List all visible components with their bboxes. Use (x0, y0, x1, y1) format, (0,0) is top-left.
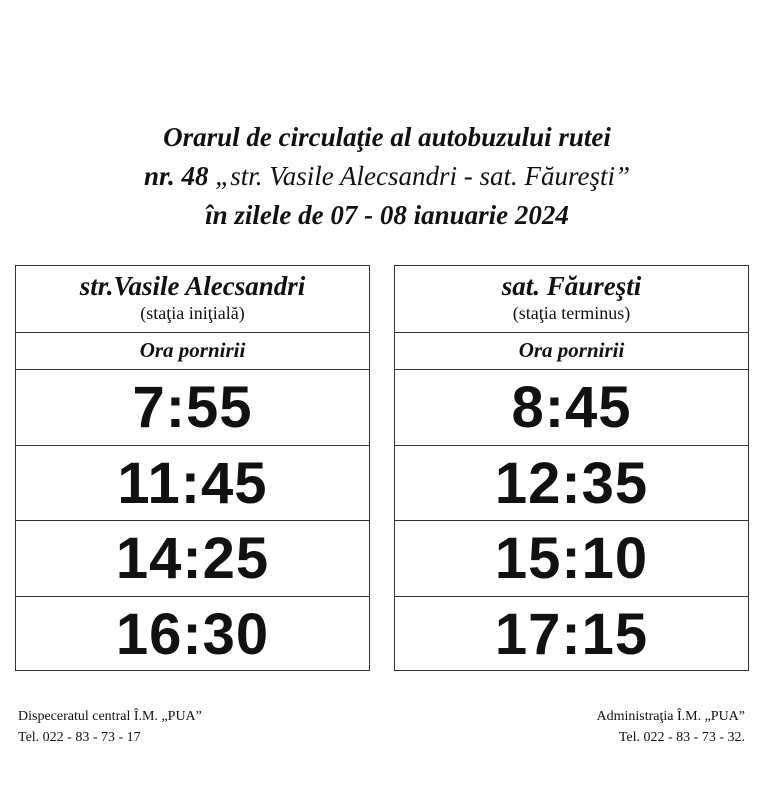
dispatcher-org: Dispeceratul central Î.M. „PUA” (18, 709, 202, 724)
dispatcher-phone: Tel. 022 - 83 - 73 - 17 (18, 730, 141, 745)
departures-table-initial-station (15, 265, 370, 671)
title-line-3-dates: în zilele de 07 - 08 ianuarie 2024 (205, 200, 569, 230)
station-name: sat. Făureşti (501, 271, 642, 301)
departure-label: Ora pornirii (16, 333, 369, 370)
station-name: str.Vasile Alecsandri (79, 271, 306, 301)
footer-dispatcher-contact (18, 706, 202, 748)
departure-time: 12:35 (395, 446, 748, 522)
schedule-title (0, 118, 774, 235)
departure-time: 7:55 (16, 370, 369, 446)
station-header (395, 266, 748, 333)
departure-time: 8:45 (395, 370, 748, 446)
departure-time: 15:10 (395, 521, 748, 597)
station-header (16, 266, 369, 333)
administration-org: Administraţia Î.M. „PUA” (596, 709, 745, 724)
departure-time: 11:45 (16, 446, 369, 522)
departure-label: Ora pornirii (395, 333, 748, 370)
departures-table-terminus-station (394, 265, 749, 671)
footer-administration-contact (596, 706, 745, 748)
departure-time: 17:15 (494, 601, 649, 667)
administration-phone: Tel. 022 - 83 - 73 - 32. (618, 730, 745, 745)
title-line-1: Orarul de circulaţie al autobuzului rutei (163, 122, 611, 152)
title-line-2 (0, 157, 774, 196)
station-type: (staţia iniţială) (140, 303, 245, 323)
route-name: „str. Vasile Alecsandri - sat. Făureşti” (208, 161, 631, 191)
station-type: (staţia terminus) (512, 303, 631, 323)
departure-time: 16:30 (115, 601, 270, 667)
departure-time: 14:25 (16, 521, 369, 597)
route-number: nr. 48 (143, 161, 209, 191)
